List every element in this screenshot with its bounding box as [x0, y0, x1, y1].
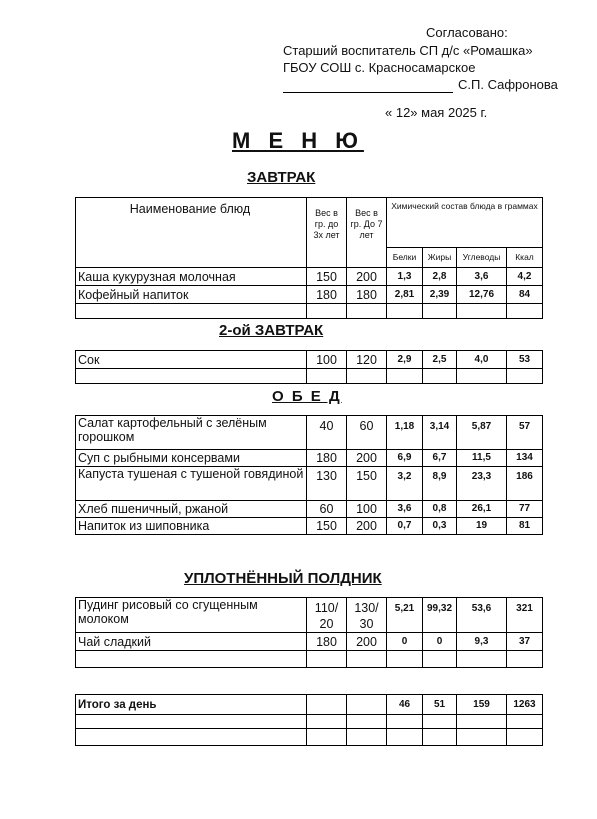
carbs: 5,87 — [457, 416, 507, 450]
weight-3: 110/ 20 — [307, 598, 347, 633]
header-dish-name: Наименование блюд — [76, 198, 307, 268]
weight-3: 100 — [307, 351, 347, 369]
kcal: 37 — [507, 633, 543, 651]
fat: 8,9 — [423, 467, 457, 501]
fat: 2,39 — [423, 286, 457, 304]
snack-table — [75, 597, 543, 668]
table-row — [76, 268, 543, 286]
approval-signature-name: С.П. Сафронова — [458, 77, 558, 92]
carbs: 4,0 — [457, 351, 507, 369]
carbs: 23,3 — [457, 467, 507, 501]
kcal: 53 — [507, 351, 543, 369]
approval-agreed: Согласовано: — [426, 25, 508, 40]
fat: 2,8 — [423, 268, 457, 286]
table-row — [76, 416, 543, 450]
header-fat: Жиры — [423, 248, 457, 268]
table-row — [76, 467, 543, 501]
breakfast2-table — [75, 350, 543, 384]
protein: 6,9 — [387, 450, 423, 467]
total-protein: 46 — [387, 695, 423, 715]
protein: 1,18 — [387, 416, 423, 450]
dish-name: Кофейный напиток — [76, 286, 307, 304]
total-fat: 51 — [423, 695, 457, 715]
table-row-empty — [76, 651, 543, 668]
weight-7: 150 — [347, 467, 387, 501]
dish-name: Суп с рыбными консервами — [76, 450, 307, 467]
dish-name: Сок — [76, 351, 307, 369]
carbs: 11,5 — [457, 450, 507, 467]
header-chem: Химический состав блюда в граммах — [387, 198, 543, 248]
weight-3: 40 — [307, 416, 347, 450]
dish-name: Каша кукурузная молочная — [76, 268, 307, 286]
table-row-empty — [76, 729, 543, 746]
table-row — [76, 286, 543, 304]
total-carbs: 159 — [457, 695, 507, 715]
carbs: 9,3 — [457, 633, 507, 651]
dish-name: Хлеб пшеничный, ржаной — [76, 501, 307, 518]
protein: 5,21 — [387, 598, 423, 633]
protein: 2,81 — [387, 286, 423, 304]
weight-3: 60 — [307, 501, 347, 518]
approval-date: « 12» мая 2025 г. — [385, 105, 488, 120]
table-row — [76, 598, 543, 633]
total-row — [76, 695, 543, 715]
weight-7: 130/ 30 — [347, 598, 387, 633]
protein: 0,7 — [387, 518, 423, 535]
section-title-snack: УПЛОТНЁННЫЙ ПОЛДНИК — [184, 570, 382, 587]
weight-7: 120 — [347, 351, 387, 369]
dish-name: Салат картофельный с зелёным горошком — [76, 416, 307, 450]
header-weight-7: Вес в гр. До 7 лет — [347, 198, 387, 268]
lunch-table — [75, 415, 543, 535]
kcal: 4,2 — [507, 268, 543, 286]
weight-7: 60 — [347, 416, 387, 450]
weight-7: 200 — [347, 518, 387, 535]
section-title-breakfast2: 2-ой ЗАВТРАК — [219, 322, 324, 339]
approval-position: Старший воспитатель СП д/с «Ромашка» — [283, 43, 533, 58]
fat: 3,14 — [423, 416, 457, 450]
table-row — [76, 351, 543, 369]
kcal: 81 — [507, 518, 543, 535]
protein: 1,3 — [387, 268, 423, 286]
kcal: 84 — [507, 286, 543, 304]
table-row-empty — [76, 715, 543, 729]
header-weight-3: Вес в гр. до 3х лет — [307, 198, 347, 268]
total-table — [75, 694, 543, 746]
page-title: М Е Н Ю — [232, 128, 364, 153]
protein: 2,9 — [387, 351, 423, 369]
header-kcal: Ккал — [507, 248, 543, 268]
dish-name: Напиток из шиповника — [76, 518, 307, 535]
kcal: 186 — [507, 467, 543, 501]
carbs: 3,6 — [457, 268, 507, 286]
protein: 3,6 — [387, 501, 423, 518]
table-row — [76, 518, 543, 535]
fat: 99,32 — [423, 598, 457, 633]
carbs: 26,1 — [457, 501, 507, 518]
dish-name: Чай сладкий — [76, 633, 307, 651]
total-kcal: 1263 — [507, 695, 543, 715]
table-row-empty — [76, 304, 543, 319]
dish-name: Пудинг рисовый со сгущенным молоком — [76, 598, 307, 633]
weight-3: 130 — [307, 467, 347, 501]
kcal: 57 — [507, 416, 543, 450]
weight-3: 150 — [307, 268, 347, 286]
weight-7: 200 — [347, 450, 387, 467]
total-label: Итого за день — [76, 695, 307, 715]
carbs: 19 — [457, 518, 507, 535]
signature-line — [283, 92, 453, 93]
weight-3: 180 — [307, 633, 347, 651]
kcal: 77 — [507, 501, 543, 518]
table-row — [76, 633, 543, 651]
fat: 2,5 — [423, 351, 457, 369]
weight-7: 200 — [347, 633, 387, 651]
table-row — [76, 450, 543, 467]
protein: 0 — [387, 633, 423, 651]
approval-organization: ГБОУ СОШ с. Красносамарское — [283, 60, 476, 75]
fat: 0,3 — [423, 518, 457, 535]
table-row-empty — [76, 369, 543, 384]
carbs: 12,76 — [457, 286, 507, 304]
section-title-lunch: О Б Е Д — [272, 388, 342, 405]
weight-7: 100 — [347, 501, 387, 518]
carbs: 53,6 — [457, 598, 507, 633]
kcal: 134 — [507, 450, 543, 467]
fat: 6,7 — [423, 450, 457, 467]
section-title-breakfast: ЗАВТРАК — [247, 169, 316, 186]
kcal: 321 — [507, 598, 543, 633]
protein: 3,2 — [387, 467, 423, 501]
weight-3: 180 — [307, 450, 347, 467]
weight-3: 180 — [307, 286, 347, 304]
table-row — [76, 501, 543, 518]
header-carbs: Углеводы — [457, 248, 507, 268]
dish-name: Капуста тушеная с тушеной говядиной — [76, 467, 307, 501]
weight-3: 150 — [307, 518, 347, 535]
weight-7: 200 — [347, 268, 387, 286]
breakfast-table — [75, 197, 543, 319]
weight-7: 180 — [347, 286, 387, 304]
fat: 0,8 — [423, 501, 457, 518]
fat: 0 — [423, 633, 457, 651]
header-protein: Белки — [387, 248, 423, 268]
